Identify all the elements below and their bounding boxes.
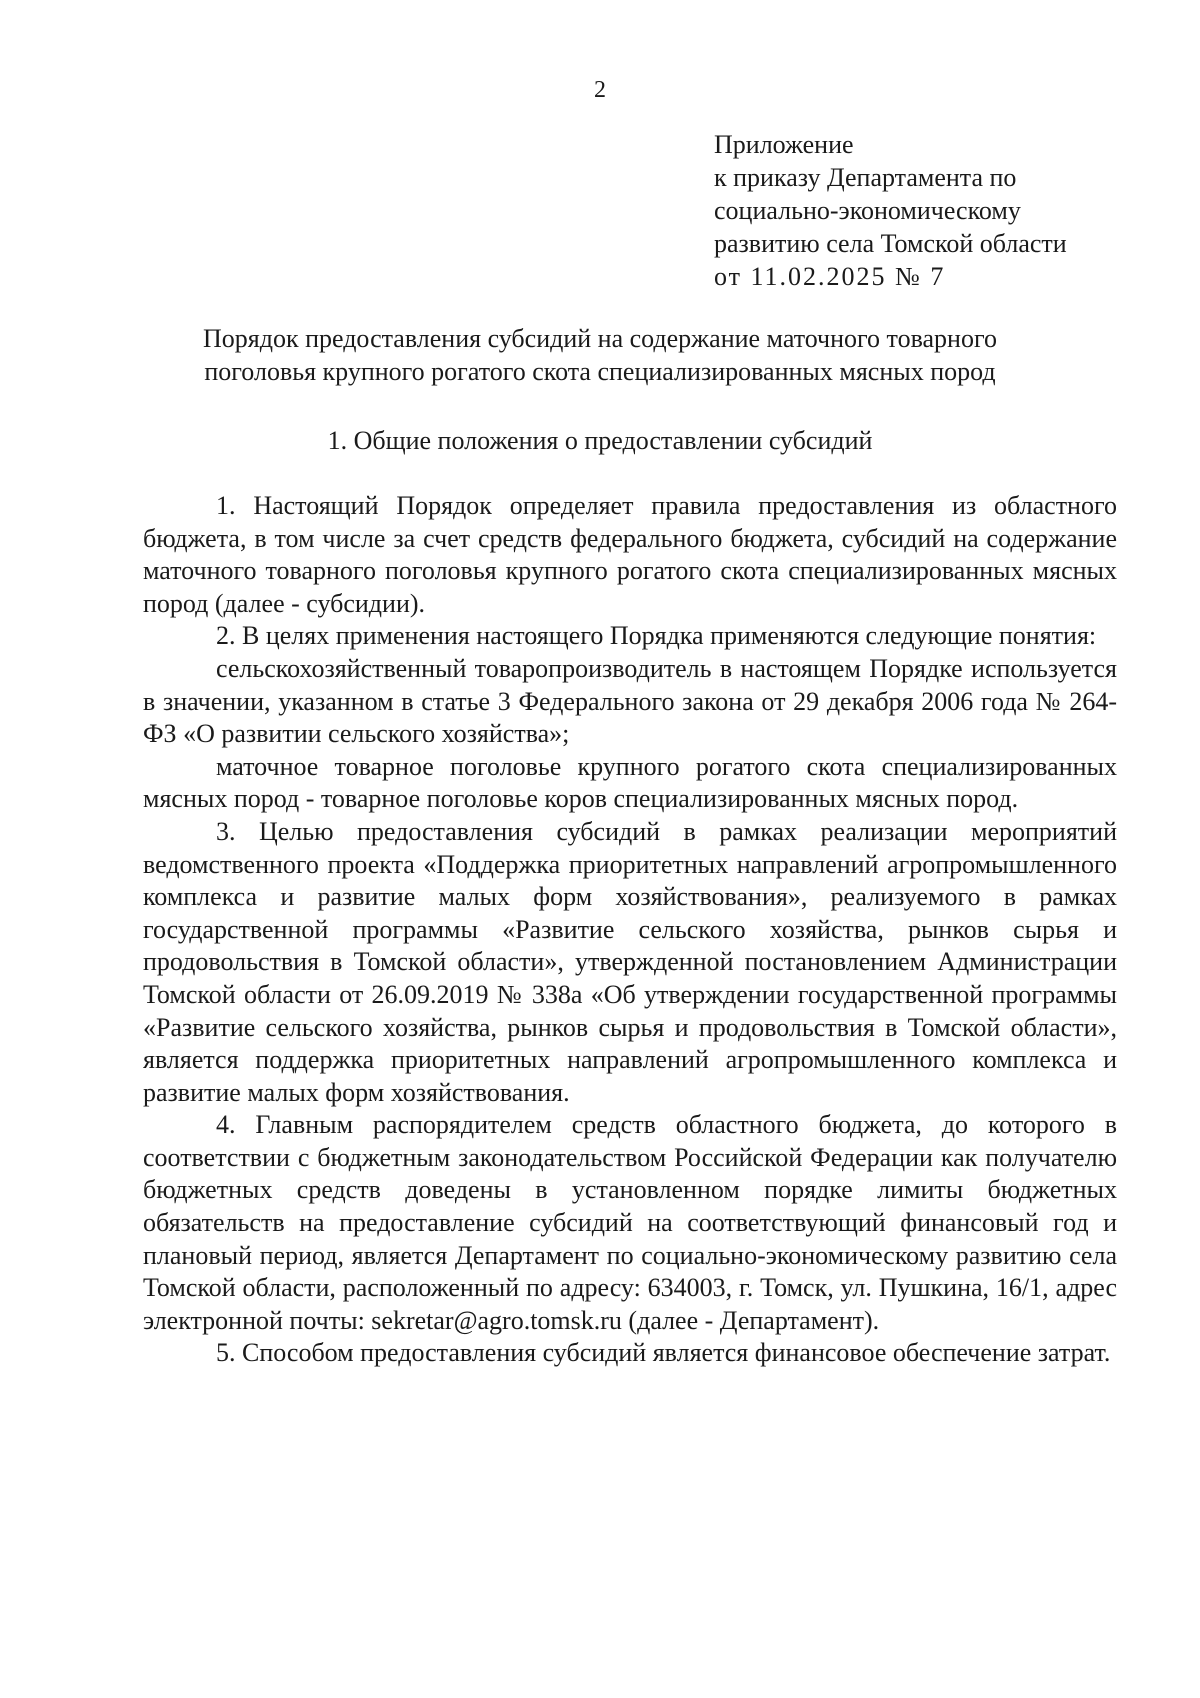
appendix-line: Приложение [714,130,854,159]
paragraph: 2. В целях применения настоящего Порядка применяются следующие понятия: [216,621,1097,651]
paragraph: 5. Способом предоставления субсидий является финансовое обеспечение затрат. [216,1338,1111,1368]
appendix-block [714,128,1174,293]
appendix-line: к приказу Департамента по [714,163,1017,192]
page-number: 2 [594,77,606,103]
section-heading: 1. Общие положения о предоставлении субсидий [327,426,873,455]
document-title: Порядок предоставления субсидий на содержание маточного товарного поголовья крупного рогатого скота специализированных мясных пород [203,324,997,386]
paragraph: 1. Настоящий Порядок определяет правила предоставления из областного бюджета, в том числе за счет средств федерального бюджета, субсидий на содержание маточного товарного поголовья крупного рогатого скота специализированных мясных пород (далее - субсидии). [143,491,1117,618]
document-body [143,490,1117,1370]
paragraph: сельскохозяйственный товаропроизводитель в настоящем Порядке используется в значении, указанном в статье 3 Федерального закона от 29 декабря 2006 года № 264-ФЗ «О развитии сельского хозяйства»; [143,653,1117,749]
appendix-order-date: от 11.02.2025 № 7 [714,262,946,291]
appendix-line: социально-экономическому [714,196,1021,225]
paragraph: 4. Главным распорядителем средств областного бюджета, до которого в соответствии с бюджетным законодательством Российской Федерации как получателю бюджетных средств доведены в установленном порядке лимиты бюджетных обязательств на предоставление субсидий на соответствующий финансовый год и плановый период, является Департамент по социально-экономическому развитию села Томской области, расположенный по адресу: 634003, г. Томск, ул. Пушкина, 16/1, адрес электронной почты: sekretar@agro.tomsk.ru (далее - Департамент). [143,1110,1117,1335]
appendix-line: развитию села Томской области [714,229,1067,258]
paragraph: 3. Целью предоставления субсидий в рамках реализации мероприятий ведомственного проекта «Поддержка приоритетных направлений агропромышленного комплекса и развитие малых форм хозяйствования», реализуемого в рамках государственной программы «Развитие сельского хозяйства, рынков сырья и продовольствия в Томской области», утвержденной постановлением Администрации Томской области от 26.09.2019 № 338а «Об утверждении государственной программы «Развитие сельского хозяйства, рынков сырья и продовольствия в Томской области», является поддержка приоритетных направлений агропромышленного комплекса и развитие малых форм хозяйствования. [143,816,1117,1107]
paragraph: маточное товарное поголовье крупного рогатого скота специализированных мясных пород - товарное поголовье коров специализированных мясных пород. [143,751,1117,814]
